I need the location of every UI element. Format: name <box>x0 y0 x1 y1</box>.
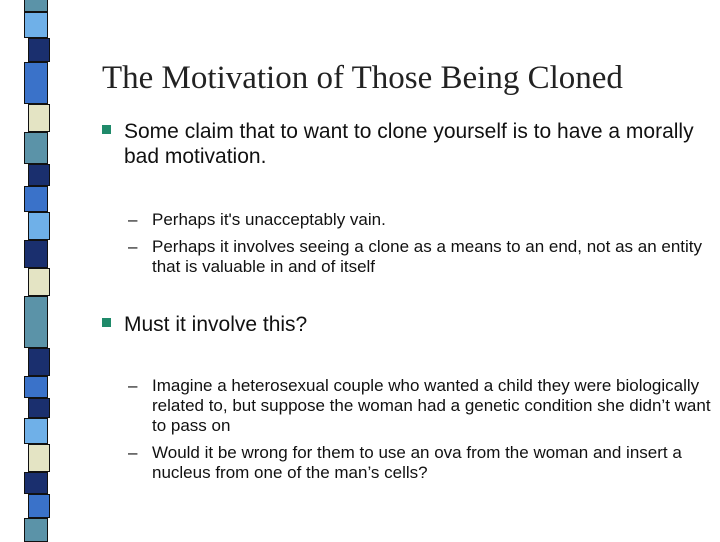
stripe-block-17 <box>28 444 50 472</box>
dash-marker: – <box>128 443 138 462</box>
stripe-block-11 <box>28 268 50 296</box>
stripe-block-4 <box>24 62 48 104</box>
stripe-block-13 <box>28 348 50 376</box>
stripe-block-7 <box>28 164 50 186</box>
bullet-text: Must it involve this? <box>124 313 308 336</box>
stripe-block-9 <box>28 212 50 240</box>
stripe-block-19 <box>28 494 50 518</box>
bullet-marker <box>102 125 111 134</box>
slide-title: The Motivation of Those Being Cloned <box>102 60 623 96</box>
dash-marker: – <box>128 376 138 395</box>
decorative-stripe <box>0 0 52 540</box>
stripe-block-1 <box>24 0 48 12</box>
stripe-block-15 <box>28 398 50 418</box>
stripe-block-3 <box>28 38 50 62</box>
stripe-block-8 <box>24 186 48 212</box>
bullet-marker <box>102 318 111 327</box>
sub-bullet-text: Perhaps it's unacceptably vain. <box>152 210 386 229</box>
stripe-block-12 <box>24 296 48 348</box>
stripe-block-6 <box>24 132 48 164</box>
sub-bullet-text: Perhaps it involves seeing a clone as a means to an end, not as an entity that is valuable in and of itself <box>152 237 703 276</box>
stripe-block-18 <box>24 472 48 494</box>
dash-marker: – <box>128 237 138 256</box>
stripe-block-14 <box>24 376 48 398</box>
stripe-block-16 <box>24 418 48 444</box>
stripe-block-5 <box>28 104 50 132</box>
sub-bullet-text: Would it be wrong for them to use an ova from the woman and insert a nucleus from one of the man’s cells? <box>152 443 682 482</box>
stripe-block-10 <box>24 240 48 268</box>
stripe-block-20 <box>24 518 48 542</box>
bullet-text: Some claim that to want to clone yourself is to have a morally bad motivation. <box>124 120 694 168</box>
stripe-block-2 <box>24 12 48 38</box>
dash-marker: – <box>128 210 138 229</box>
sub-bullet-text: Imagine a heterosexual couple who wanted a child they were biologically related to, but suppose the woman had a genetic condition she didn’t want to pass on <box>152 376 711 435</box>
